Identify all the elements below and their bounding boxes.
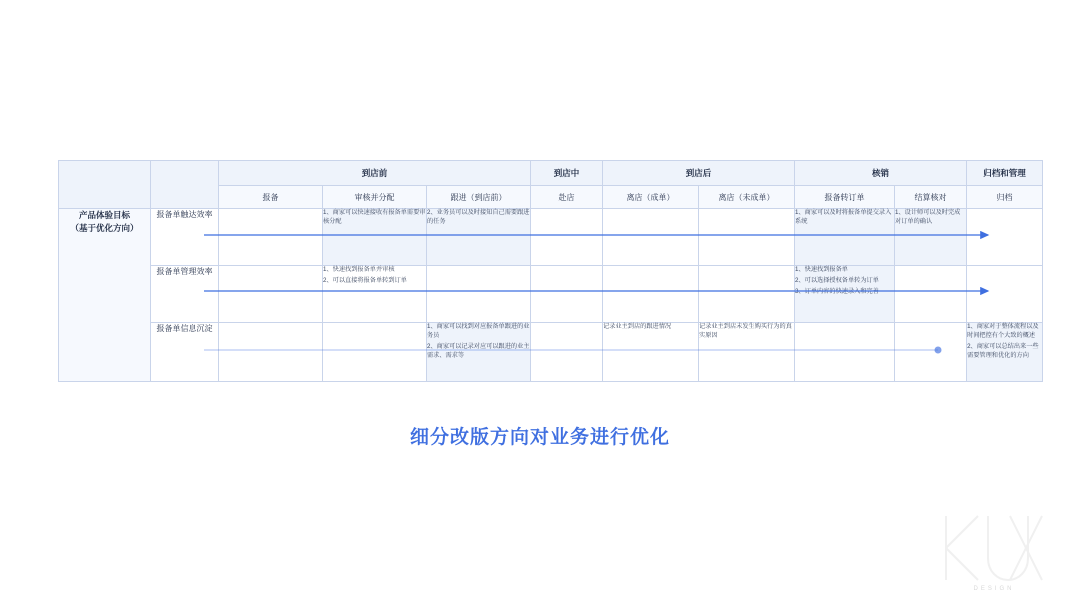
cell-r1c3 xyxy=(531,266,603,323)
table-row xyxy=(59,323,1043,382)
matrix-corner-cell xyxy=(59,161,151,209)
cell-r1c8 xyxy=(967,266,1043,323)
cell-r0c8 xyxy=(967,209,1043,266)
cell-r1c2 xyxy=(427,266,531,323)
stage-group-in-visit: 到店中 xyxy=(531,161,603,186)
cell-r0c0 xyxy=(219,209,323,266)
cell-r1c0 xyxy=(219,266,323,323)
cell-r2c0 xyxy=(219,323,323,382)
cell-r1c6: 1、快速找到报备单 2、可以选择授权备单转为订单 3、订单内容的快速录入和完善 xyxy=(795,266,895,323)
cell-r2c8: 1、商家对于整体流程以及时间把控有个大致的概述 2、商家可以总结出来一些需要管理和优化的方向 xyxy=(967,323,1043,382)
stage-baobei: 报备 xyxy=(219,186,323,209)
stage-group-pre-visit: 到店前 xyxy=(219,161,531,186)
matrix-corner-cell-2 xyxy=(151,161,219,209)
stage-genjin: 跟进（到店前） xyxy=(427,186,531,209)
row-label-info-accumulation: 报备单信息沉淀 xyxy=(151,323,219,382)
cell-r2c2: 1、商家可以找到对应报备单跟进的业务员 2、商家可以记录对应可以跟进的业主需求、需求等 xyxy=(427,323,531,382)
row-label-manage-efficiency: 报备单管理效率 xyxy=(151,266,219,323)
cell-r2c5: 记录业主到店未发生购买行为的真实原因 xyxy=(699,323,795,382)
cell-r0c7: 1、设计师可以及时完成对订单的确认 xyxy=(895,209,967,266)
watermark-logo-icon xyxy=(940,510,1048,586)
stage-zhuandingdan: 报备转订单 xyxy=(795,186,895,209)
goal-axis-label-line2: （基于优化方向） xyxy=(70,222,139,233)
stage-shenhe-fenpei: 审核并分配 xyxy=(323,186,427,209)
cell-r0c3 xyxy=(531,209,603,266)
goal-axis-label xyxy=(59,209,151,382)
cell-r1c1: 1、快速找到报备单并审核 2、可以直接将报备单转到订单 xyxy=(323,266,427,323)
cell-r1c7 xyxy=(895,266,967,323)
stage-group-archive: 归档和管理 xyxy=(967,161,1043,186)
matrix-header-stage-groups xyxy=(59,161,1043,186)
table-row xyxy=(59,266,1043,323)
stage-lidian-chengdan: 离店（成单） xyxy=(603,186,699,209)
cell-r1c5 xyxy=(699,266,795,323)
stage-guidang: 归档 xyxy=(967,186,1043,209)
cell-r2c1 xyxy=(323,323,427,382)
cell-r0c4 xyxy=(603,209,699,266)
cell-r2c4: 记录业主到店的跟进情况 xyxy=(603,323,699,382)
cell-r0c6: 1、商家可以及时将报备单提交录入系统 xyxy=(795,209,895,266)
journey-matrix xyxy=(58,160,1043,382)
cell-r2c6 xyxy=(795,323,895,382)
stage-lidian-weichengdan: 离店（未成单） xyxy=(699,186,795,209)
cell-r0c2: 2、业务员可以及时接知自己需要跟进的任务 xyxy=(427,209,531,266)
watermark-subtext: DESIGN xyxy=(973,586,1015,592)
cell-r2c3 xyxy=(531,323,603,382)
cell-r1c4 xyxy=(603,266,699,323)
cell-r0c1: 1、商家可以快速接收有报备单需要审核分配 xyxy=(323,209,427,266)
cell-r2c7 xyxy=(895,323,967,382)
row-label-reach-efficiency: 报备单触达效率 xyxy=(151,209,219,266)
table-row xyxy=(59,209,1043,266)
cell-r0c5 xyxy=(699,209,795,266)
goal-axis-label-line1: 产品体验目标 xyxy=(78,210,130,220)
slide-caption: 细分改版方向对业务进行优化 xyxy=(409,427,670,448)
stage-group-redeem: 核销 xyxy=(795,161,967,186)
stage-fudian: 赴店 xyxy=(531,186,603,209)
stage-jiesuan-hedui: 结算核对 xyxy=(895,186,967,209)
stage-group-post-visit: 到店后 xyxy=(603,161,795,186)
